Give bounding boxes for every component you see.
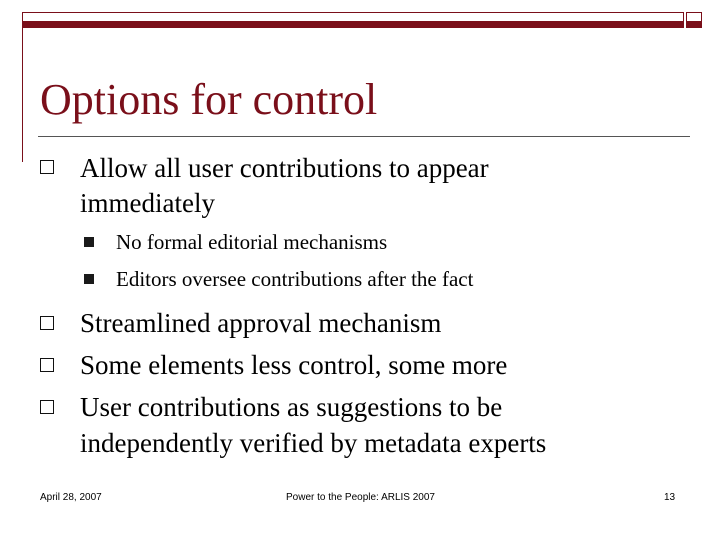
hollow-square-bullet-icon: [40, 160, 54, 174]
bullet-4-line-1: User contributions as suggestions to be: [80, 392, 503, 422]
hollow-square-bullet-icon: [40, 316, 54, 330]
bullet-2: Streamlined approval mechanism: [80, 308, 442, 338]
footer-title: Power to the People: ARLIS 2007: [286, 492, 435, 503]
slide-title: Options for control: [40, 75, 378, 124]
footer-date: April 28, 2007: [40, 492, 102, 503]
hollow-square-bullet-icon: [40, 358, 54, 372]
title-divider: [38, 136, 690, 137]
page-number: 13: [664, 492, 676, 503]
filled-square-bullet-icon: [84, 274, 94, 284]
header-corner-box: [686, 12, 702, 28]
sub-bullet-1: No formal editorial mechanisms: [116, 230, 388, 254]
bullet-1-line-2: immediately: [80, 188, 215, 218]
bullet-4-line-2: independently verified by metadata experts: [80, 428, 547, 458]
bullet-1-line-1: Allow all user contributions to appear: [80, 153, 489, 183]
left-accent-line: [22, 28, 23, 162]
header-band: [22, 12, 684, 28]
hollow-square-bullet-icon: [40, 400, 54, 414]
bullet-3: Some elements less control, some more: [80, 350, 508, 380]
filled-square-bullet-icon: [84, 237, 94, 247]
sub-bullet-2: Editors oversee contributions after the fact: [116, 267, 474, 291]
